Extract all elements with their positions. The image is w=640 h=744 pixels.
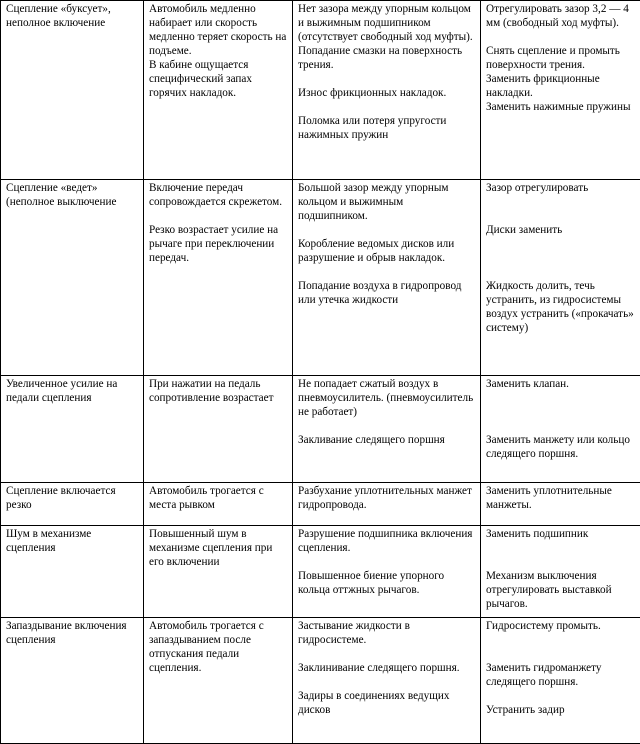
cell-paragraph: Задиры в соединениях ведущих дисков [298, 689, 475, 717]
cell-paragraph: Механизм выключения отрегулировать выставкой рычагов. [486, 569, 635, 611]
blank-line [149, 209, 287, 223]
cell-paragraph: Заменить гидроманжету следящего поршня. [486, 661, 635, 689]
cell-paragraph: Поломка или потеря упругости нажимных пружин [298, 114, 475, 142]
cell-symptom [144, 376, 293, 483]
cell-fix [481, 526, 640, 618]
table-row [1, 526, 640, 618]
cell-paragraph: Нет зазора между упорным кольцом и выжимным подшипником (отсутствует свободный ход муфты). [298, 2, 475, 44]
cell-problem [1, 483, 144, 526]
cell-cause [293, 526, 481, 618]
cell-paragraph: Заменить фрикционные накладки. [486, 72, 635, 100]
blank-line [486, 391, 635, 405]
blank-line [486, 251, 635, 265]
cell-fix [481, 618, 640, 744]
cell-symptom [144, 618, 293, 744]
cell-paragraph: Автомобиль трогается с места рывком [149, 484, 287, 512]
blank-line [298, 100, 475, 114]
blank-line [298, 419, 475, 433]
table-row [1, 618, 640, 744]
cell-cause [293, 618, 481, 744]
cell-symptom [144, 180, 293, 376]
blank-line [298, 72, 475, 86]
cell-fix [481, 1, 640, 180]
cell-paragraph: Разбухание уплотнительных манжет гидропровода. [298, 484, 475, 512]
blank-line [298, 223, 475, 237]
cell-paragraph: Жидкость долить, течь устранить, из гидросистемы воздух устранить («прокачать» систему) [486, 279, 635, 335]
cell-fix [481, 180, 640, 376]
cell-paragraph: Повышенное биение упорного кольца оттжных рычагов. [298, 569, 475, 597]
table-row [1, 180, 640, 376]
cell-paragraph: Большой зазор между упорным кольцом и выжимным подшипником. [298, 181, 475, 223]
cell-paragraph: Заменить нажимные пружины [486, 100, 635, 114]
cell-paragraph: Сцепление включается резко [6, 484, 138, 512]
cell-paragraph: Разрушение подшипника включения сцепления. [298, 527, 475, 555]
cell-paragraph: Устранить задир [486, 703, 635, 717]
cell-paragraph: Гидросистему промыть. [486, 619, 635, 633]
cell-paragraph: Повышенный шум в механизме сцепления при его включении [149, 527, 287, 569]
blank-line [298, 555, 475, 569]
cell-paragraph: Резко возрастает усилие на рычаге при переключении передач. [149, 223, 287, 265]
cell-paragraph: Запаздывание включения сцепления [6, 619, 138, 647]
cell-paragraph: Увеличенное усилие на педали сцепления [6, 377, 138, 405]
cell-paragraph: Снять сцепление и промыть поверхности трения. [486, 44, 635, 72]
cell-problem [1, 1, 144, 180]
blank-line [486, 405, 635, 419]
cell-cause [293, 483, 481, 526]
cell-paragraph: Попадание воздуха в гидропровод или утечка жидкости [298, 279, 475, 307]
cell-paragraph: Заменить уплотнительные манжеты. [486, 484, 635, 512]
cell-paragraph: Не попадает сжатый воздух в пневмоусилитель. (пневмоусилитель не работает) [298, 377, 475, 419]
blank-line [486, 647, 635, 661]
cell-problem [1, 526, 144, 618]
table-body [1, 1, 640, 744]
cell-paragraph: Износ фрикционных накладок. [298, 86, 475, 100]
blank-line [486, 633, 635, 647]
blank-line [486, 419, 635, 433]
cell-symptom [144, 526, 293, 618]
cell-fix [481, 483, 640, 526]
cell-problem [1, 376, 144, 483]
blank-line [486, 237, 635, 251]
blank-line [486, 209, 635, 223]
cell-paragraph: Сцепление «буксует», неполное включение [6, 2, 138, 30]
cell-paragraph: Диски заменить [486, 223, 635, 237]
blank-line [486, 195, 635, 209]
cell-paragraph: Сцепление «ведет» (неполное выключение [6, 181, 138, 209]
blank-line [486, 555, 635, 569]
cell-cause [293, 376, 481, 483]
blank-line [298, 647, 475, 661]
cell-paragraph: Шум в механизме сцепления [6, 527, 138, 555]
blank-line [486, 30, 635, 44]
blank-line [486, 541, 635, 555]
cell-paragraph: Заменить манжету или кольцо следящего поршня. [486, 433, 635, 461]
cell-problem [1, 618, 144, 744]
cell-paragraph: Зазор отрегулировать [486, 181, 635, 195]
cell-paragraph: Отрегулировать зазор 3,2 — 4 мм (свободный ход муфты). [486, 2, 635, 30]
blank-line [298, 675, 475, 689]
cell-problem [1, 180, 144, 376]
cell-paragraph: Заменить подшипник [486, 527, 635, 541]
cell-paragraph: Включение передач сопровождается скрежетом. [149, 181, 287, 209]
cell-paragraph: Коробление ведомых дисков или разрушение и обрыв накладок. [298, 237, 475, 265]
cell-fix [481, 376, 640, 483]
blank-line [486, 265, 635, 279]
cell-paragraph: Автомобиль трогается с запаздыванием после отпускания педали сцепления. [149, 619, 287, 675]
cell-cause [293, 180, 481, 376]
table-row [1, 376, 640, 483]
cell-paragraph: Автомобиль медленно набирает или скорость медленно теряет скорость на подъеме. В кабине ощущается специфический запах горячих накладок. [149, 2, 287, 100]
cell-cause [293, 1, 481, 180]
table-row [1, 483, 640, 526]
blank-line [298, 265, 475, 279]
cell-paragraph: При нажатии на педаль сопротивление возрастает [149, 377, 287, 405]
cell-paragraph: Заклинивание следящего поршня. [298, 661, 475, 675]
table-row [1, 1, 640, 180]
blank-line [486, 689, 635, 703]
cell-paragraph: Заменить клапан. [486, 377, 635, 391]
cell-symptom [144, 1, 293, 180]
cell-paragraph: Попадание смазки на поверхность трения. [298, 44, 475, 72]
cell-paragraph: Застывание жидкости в гидросистеме. [298, 619, 475, 647]
cell-paragraph: Закливание следящего поршня [298, 433, 475, 447]
cell-symptom [144, 483, 293, 526]
